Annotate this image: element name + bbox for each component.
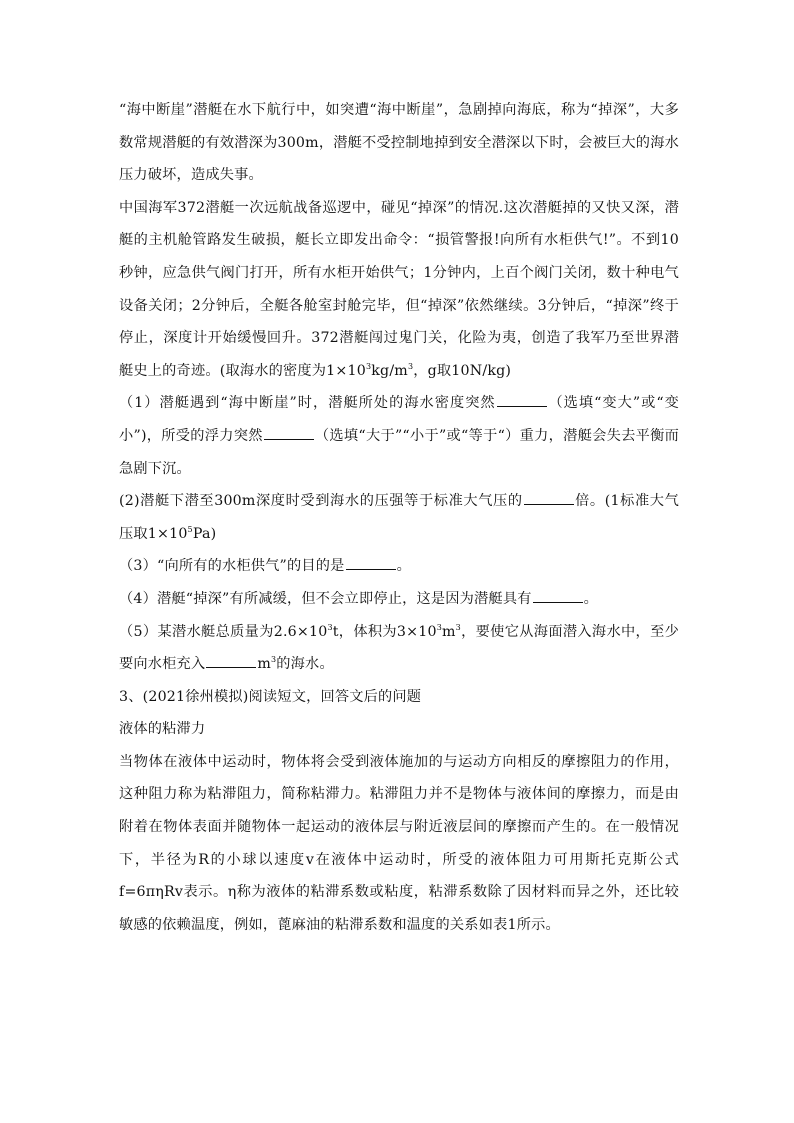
question-1-text-b: （选填“变大”或“变小”)，所受的浮力突然 bbox=[119, 395, 679, 444]
story-text: 中国海军372潜艇一次远航战备巡逻中，碰见“掉深”的情况.这次潜艇掉的又快又深，潜艇的主机舱管路发生破损，艇长立即发出命令：“损管警报!向所有水柜供气!”。不到10秒钟，应急供气阀门打开，所有水柜开始供气；1分钟内，上百个阀门关闭，数十种电气设备关闭；2分钟后，全艇各舱室封舱完毕，但“掉深”依然继续。3分钟后，“掉深”终于停止，深度计开始缓慢回升。372潜艇闯过鬼门关，化险为夷，创造了我军乃至世界潜艇史上的奇迹。(取海水的密度为1×10 bbox=[119, 199, 679, 379]
question-5-text-c: m bbox=[442, 623, 456, 640]
answer-blank-1a[interactable] bbox=[497, 394, 547, 407]
question-4-text-b: 。 bbox=[583, 590, 598, 607]
question-2 bbox=[119, 485, 679, 550]
volume-exponent: 3 bbox=[436, 622, 442, 632]
question-4 bbox=[119, 583, 679, 616]
answer-blank-1b[interactable] bbox=[264, 427, 314, 440]
question-4-text-a: （4）潜艇“掉深”有所减缓，但不会立即停止，这是因为潜艇具有 bbox=[119, 590, 532, 607]
answer-blank-5[interactable] bbox=[206, 655, 256, 668]
question-3 bbox=[119, 550, 679, 583]
density-exponent: 3 bbox=[365, 361, 372, 371]
question-5-text-b: t，体积为3×10 bbox=[332, 623, 437, 640]
volume-unit-exponent: 3 bbox=[455, 622, 461, 632]
question-5-text-d: ，要使它从海面潜入海水中，至少要向水柜充入 bbox=[119, 623, 679, 673]
intro-paragraph bbox=[119, 94, 679, 192]
density-unit: kg/m bbox=[371, 362, 408, 379]
question-2-text-b: 倍。(1标准大气压取1×10 bbox=[119, 493, 679, 542]
answer-blank-3[interactable] bbox=[346, 557, 396, 570]
question-5-text-f: 的海水。 bbox=[276, 656, 334, 673]
question-2-text-c: Pa) bbox=[192, 525, 217, 542]
section-3-heading: 3、(2021徐州模拟)阅读短文，回答文后的问题 bbox=[119, 688, 422, 705]
question-5-text-e: m bbox=[257, 656, 271, 673]
pressure-exponent: 5 bbox=[187, 524, 193, 534]
answer-blank-4[interactable] bbox=[533, 590, 583, 603]
section-3-title: 液体的粘滞力 bbox=[119, 721, 206, 738]
document-body bbox=[119, 94, 679, 941]
question-2-text-a: (2)潜艇下潜至300m深度时受到海水的压强等于标准大气压的 bbox=[119, 493, 523, 510]
question-1-text-a: （1）潜艇遇到“海中断崖”时，潜艇所处的海水密度突然 bbox=[119, 395, 496, 412]
story-tail: ，g取10N/kg) bbox=[413, 362, 512, 379]
question-1-text-c: （选填“大于”“小于”或“等于“）重力，潜艇会失去平衡而急剧下沉。 bbox=[119, 427, 679, 477]
answer-blank-2[interactable] bbox=[524, 492, 574, 505]
mass-exponent: 3 bbox=[327, 622, 333, 632]
question-3-text-b: 。 bbox=[396, 558, 411, 575]
section-3-paragraph: 当物体在液体中运动时，物体将会受到液体施加的与运动方向相反的摩擦阻力的作用，这种阻力称为粘滞阻力，简称粘滞力。粘滞阻力并不是物体与液体间的摩擦力，而是由附着在物体表面并随物体一起运动的液体层与附近液层间的摩擦而产生的。在一般情况下，半径为R的小球以速度v在液体中运动时，所受的液体阻力可用斯托克斯公式f=6πηRv表示。η称为液体的粘滞系数或粘度，粘滞系数除了因材料而异之外，还比较敏感的依赖温度，例如，蓖麻油的粘滞系数和温度的关系如表1所示。 bbox=[119, 753, 679, 933]
story-paragraph bbox=[119, 192, 679, 388]
question-3-text-a: （3）“向所有的水柜供气”的目的是 bbox=[119, 558, 345, 575]
question-5 bbox=[119, 616, 679, 681]
intro-text: “海中断崖”潜艇在水下航行中，如突遭“海中断崖”，急剧掉向海底，称为“掉深”，大多数常规潜艇的有效潜深为300m，潜艇不受控制地掉到安全潜深以下时，会被巨大的海水压力破坏，造成失事。 bbox=[119, 102, 679, 184]
answer-unit-exponent: 3 bbox=[270, 655, 277, 665]
density-unit-exponent: 3 bbox=[407, 361, 414, 371]
question-1 bbox=[119, 387, 679, 485]
question-5-text-a: （5）某潜水艇总质量为2.6×10 bbox=[119, 623, 328, 640]
